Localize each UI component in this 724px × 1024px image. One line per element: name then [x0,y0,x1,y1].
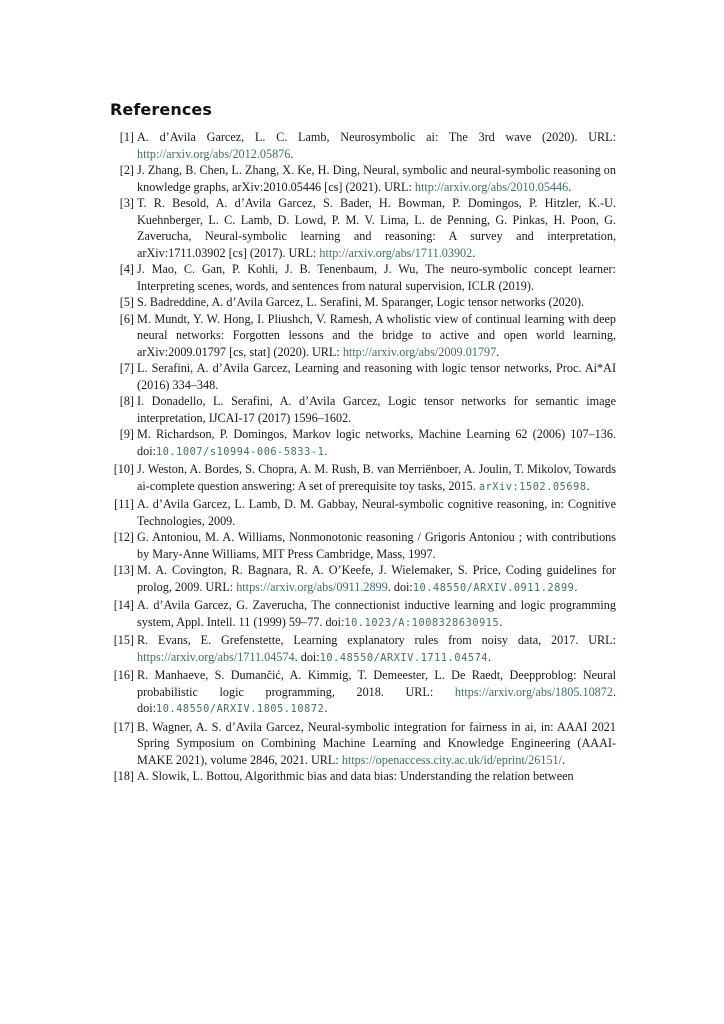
reference-text: R. Manhaeve, S. Dumančić, A. Kimmig, T. Demeester, L. De Raedt, Deepproblog: Neural probabilistic logic programming, 2018. URL: [137,668,616,699]
reference-number: [5] [119,295,134,309]
url-link[interactable]: http://arxiv.org/abs/2012.05876 [137,146,291,161]
reference-text: . [324,443,328,458]
reference-text: A. d’Avila Garcez, G. Zaverucha, The connectionist inductive learning and logic programming system, Appl. Intell. 11 (1999) 59–77. doi: [137,598,616,629]
url-link[interactable]: https://arxiv.org/abs/0911.2899 [236,579,388,594]
reference-text: R. Evans, E. Grefenstette, Learning explanatory rules from noisy data, 2017. URL: [137,633,616,647]
reference-item [110,529,616,562]
url-link[interactable]: https://arxiv.org/abs/1805.10872 [454,684,613,699]
reference-number: [6] [119,311,134,326]
reference-text: J. Mao, C. Gan, P. Kohli, J. B. Tenenbaum, J. Wu, The neuro-symbolic concept learner: Interpreting scenes, words, and sentences from natural supervision, ICLR (2019). [137,262,616,293]
reference-item [110,768,616,785]
reference-text: . [574,579,578,594]
reference-item [110,496,616,529]
reference-text: I. Donadello, L. Serafini, A. d’Avila Garcez, Logic tensor networks for semantic image interpretation, IJCAI-17 (2017) 1596–1602. [137,394,616,425]
reference-text: . [562,752,566,767]
url-link[interactable]: https://openaccess.city.ac.uk/id/eprint/26151/ [341,752,563,767]
reference-text: A. d’Avila Garcez, L. Lamb, D. M. Gabbay, Neural-symbolic cognitive reasoning, in: Cognitive Technologies, 2009. [137,497,616,528]
doi-link[interactable]: 10.48550/ARXIV.1805.10872 [155,704,325,715]
reference-text: A. Slowik, L. Bottou, Algorithmic bias and data bias: Understanding the relation between [137,769,574,783]
reference-item [110,426,616,461]
reference-text: . doi: [294,649,320,664]
reference-text: . doi: [387,579,413,594]
reference-text: G. Antoniou, M. A. Williams, Nonmonotonic reasoning / Grigoris Antoniou ; with contributions by Mary-Anne Williams, MIT Press Cambridge, Mass, 1997. [137,530,616,561]
reference-text: . [472,245,476,260]
reference-item [110,195,616,261]
reference-number: [3] [119,196,134,210]
reference-text: T. R. Besold, A. d’Avila Garcez, S. Bader, H. Bowman, P. Domingos, P. Hitzler, K.-U. Kuehnberger, L. C. Lamb, D. Lowd, P. M. V. Lima, L. de Penning, G. Pinkas, H. Poon, G. Zaverucha, Neural-symbolic learning and reasoning: A survey and interpretation, arXiv:1711.03902 [cs] (2017). URL: [137,196,616,260]
reference-number: [11] [114,497,134,511]
url-link[interactable]: http://arxiv.org/abs/2010.05446 [414,179,569,194]
reference-number: [15] [113,633,134,647]
reference-number: [7] [119,361,134,375]
doi-link[interactable]: 10.1007/s10994-006-5833-1 [155,446,325,458]
doi-link[interactable]: 10.48550/ARXIV.1711.04574 [319,652,489,664]
doi-link[interactable]: 10.48550/ARXIV.0911.2899 [412,582,575,594]
doi-link[interactable]: arXiv:1502.05698 [478,481,587,493]
reference-number: [18] [113,769,134,783]
reference-item [110,719,616,769]
reference-item [110,162,616,195]
reference-number: [9] [119,427,134,441]
references-section [110,100,616,785]
reference-number: [12] [113,530,134,544]
reference-text: M. A. Covington, R. Bagnara, R. A. O’Keefe, J. Wielemaker, S. Price, Coding guidelines for prolog, 2009. URL: [137,563,616,594]
reference-text: M. Richardson, P. Domingos, Markov logic networks, Machine Learning 62 (2006) 107–136. doi: [137,427,616,458]
reference-number: [8] [119,394,134,408]
reference-text: . [586,478,590,493]
reference-text: . [568,179,572,194]
reference-text: . doi: [137,684,616,715]
reference-text: . [290,146,294,161]
reference-list [110,129,616,785]
reference-text: . [324,701,328,715]
url-link[interactable]: http://arxiv.org/abs/1711.03902 [319,245,473,260]
reference-text: . [496,344,500,359]
reference-item [110,562,616,597]
reference-item [110,360,616,393]
url-link[interactable]: https://arxiv.org/abs/1711.04574 [137,649,295,664]
reference-number: [17] [113,719,134,734]
reference-item [110,261,616,294]
reference-text: . [499,614,503,629]
reference-text: J. Zhang, B. Chen, L. Zhang, X. Ke, H. Ding, Neural, symbolic and neural-symbolic reasoning on knowledge graphs, arXiv:2010.05446 [cs] (2021). URL: [137,163,616,194]
reference-item [110,667,616,719]
reference-text: A. d’Avila Garcez, L. C. Lamb, Neurosymbolic ai: The 3rd wave (2020). URL: [137,130,616,144]
reference-item [110,294,616,311]
reference-item [110,393,616,426]
reference-number: [14] [113,598,134,612]
doi-link[interactable]: 10.1023/A:1008328630915 [344,617,500,629]
reference-item [110,129,616,162]
reference-number: [16] [113,668,134,682]
reference-number: [2] [119,163,134,177]
reference-text: . [488,649,492,664]
reference-item [110,632,616,667]
reference-text: L. Serafini, A. d’Avila Garcez, Learning and reasoning with logic tensor networks, Proc. Ai*AI (2016) 334–348. [137,361,616,392]
reference-text: J. Weston, A. Bordes, S. Chopra, A. M. Rush, B. van Merriënboer, A. Joulin, T. Mikolov, Towards ai-complete question answering: A set of prerequisite toy tasks, 2015. [137,462,616,493]
reference-text: M. Mundt, Y. W. Hong, I. Pliushch, V. Ramesh, A wholistic view of continual learning with deep neural networks: Forgotten lessons and the bridge to active and open world learning, arXiv:2009.01797 [cs, stat] (2020). URL: [137,311,616,359]
reference-text: B. Wagner, A. S. d’Avila Garcez, Neural-symbolic integration for fairness in ai, in: AAAI 2021 Spring Symposium on Combining Machine Learning and Knowledge Engineering (AAAI-MAKE 2021), volume 2846, 2021. URL: [137,719,616,767]
reference-text: S. Badreddine, A. d’Avila Garcez, L. Serafini, M. Sparanger, Logic tensor networks (2020). [137,295,585,309]
section-heading: References [110,100,212,119]
reference-item [110,597,616,632]
reference-number: [10] [113,462,134,476]
reference-item [110,311,616,361]
reference-number: [4] [119,262,134,276]
url-link[interactable]: http://arxiv.org/abs/2009.01797 [342,344,497,359]
reference-number: [1] [119,130,134,144]
reference-number: [13] [113,563,134,577]
reference-item [110,461,616,496]
